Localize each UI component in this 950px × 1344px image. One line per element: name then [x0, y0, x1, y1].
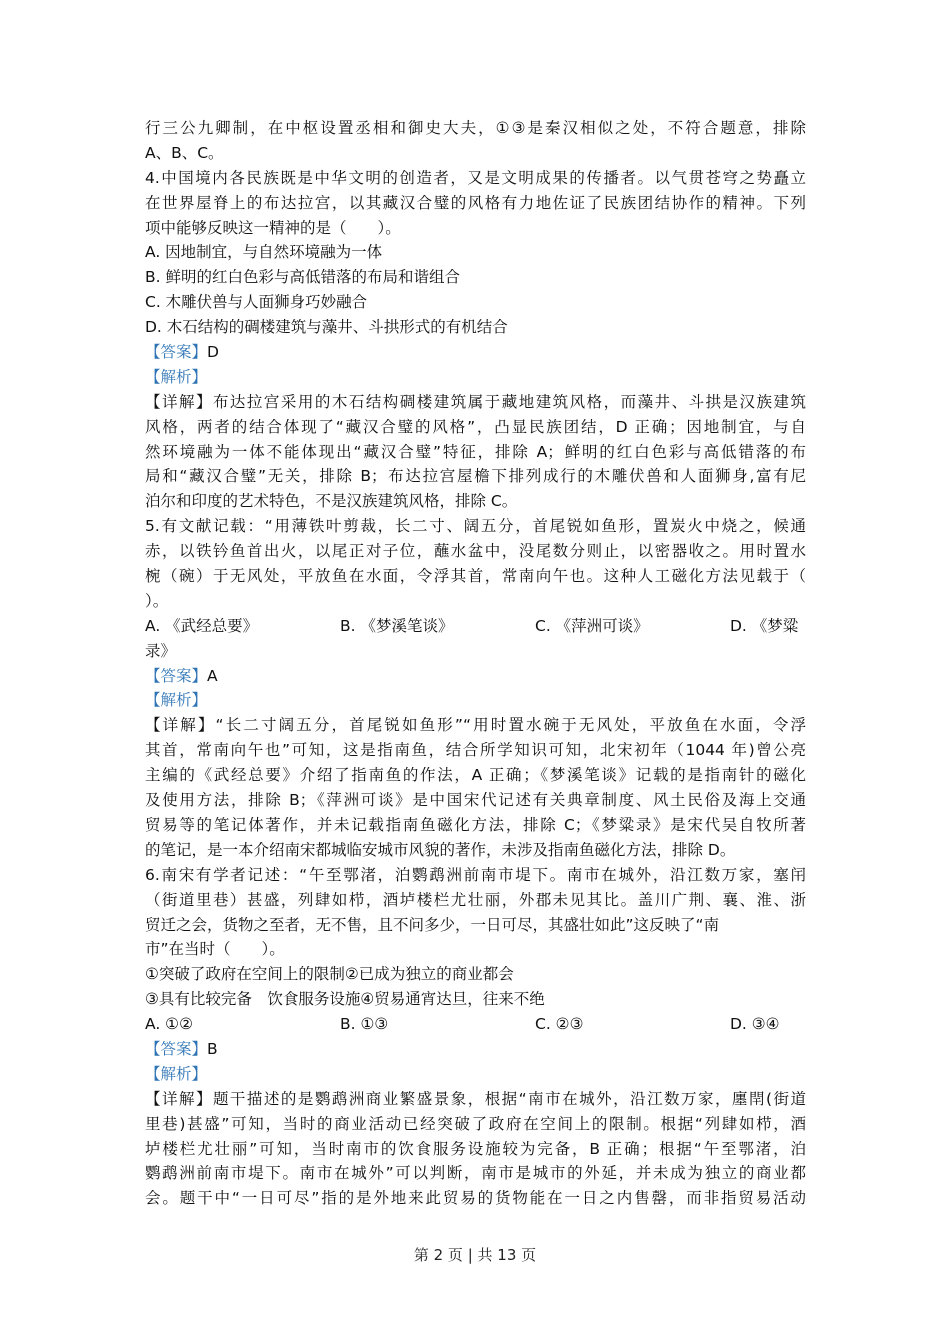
text-line: （街道里巷）甚盛，列肆如栉，酒垆楼栏尤壮丽，外郡未见其比。盖川广荆、襄、淮、浙 — [145, 890, 806, 909]
text-line: 风格，两者的结合体现了“藏汉合璧的风格”，凸显民族团结，D 正确；因地制宜，与自 — [145, 417, 806, 436]
answer-line — [145, 340, 806, 365]
text-line: 录》 — [145, 641, 177, 660]
section-label: 【解析】 — [145, 691, 208, 710]
section-label: 【答案】 — [145, 1039, 208, 1058]
text-line: 5.有文献记载：“用薄铁叶剪裁，长二寸、阔五分，首尾锐如鱼形，置炭火中烧之，候通 — [145, 517, 806, 536]
document-body — [145, 116, 806, 1211]
option: B. ①③ — [340, 1015, 389, 1034]
option: C. 《萍洲可谈》 — [535, 616, 649, 635]
text-line: 贸易等的笔记体著作，并未记载指南鱼磁化方法，排除 C；《梦粱录》是宋代吴自牧所著 — [145, 815, 806, 834]
text-line: C. 木雕伏兽与人面狮身巧妙融合 — [145, 293, 368, 312]
text-line: 项中能够反映这一精神的是（ ）。 — [145, 218, 401, 237]
option: C. ②③ — [535, 1015, 584, 1034]
text-line: 泊尔和印度的艺术特色，不是汉族建筑风格，排除 C。 — [145, 492, 518, 511]
text-line: D. 木石结构的碉楼建筑与藻井、斗拱形式的有机结合 — [145, 318, 508, 337]
text-line: A、B、C。 — [145, 143, 224, 162]
text-line: 的笔记，是一本介绍南宋都城临安城市风貌的著作，未涉及指南鱼磁化方法，排除 D。 — [145, 840, 736, 859]
text-line: 局和“藏汉合璧”无关，排除 B；布达拉宫屋檐下排列成行的木雕伏兽和人面狮身,富有尼 — [145, 467, 806, 486]
text-line: 椀（碗）于无风处，平放鱼在水面，令浮其首，常南向午也。这种人工磁化方法见载于（ — [145, 567, 806, 586]
analysis-heading — [145, 1062, 806, 1087]
page-footer: 第 2 页 | 共 13 页 — [413, 1246, 537, 1264]
text-line: 4.中国境内各民族既是中华文明的创造者，又是文明成果的传播者。以气贯苍穹之势矗立 — [145, 168, 806, 187]
text-line: 及使用方法，排除 B；《萍洲可谈》是中国宋代记述有关典章制度、风土民俗及海上交通 — [145, 791, 806, 810]
text-line: 【详解】布达拉宫采用的木石结构碉楼建筑属于藏地建筑风格，而藻井、斗拱是汉族建筑 — [145, 392, 806, 411]
analysis-heading — [145, 688, 806, 713]
text-line: ③具有比较完备 饮食服务设施④贸易通宵达旦，往来不绝 — [145, 990, 545, 1009]
answer-value: B — [207, 1039, 218, 1058]
options-row — [145, 1012, 806, 1037]
text-line: ）。 — [145, 591, 169, 610]
section-label: 【答案】 — [145, 343, 208, 362]
text-line: 然环境融为一体不能体现出“藏汉合璧”特征，排除 A；鲜明的红白色彩与高低错落的布 — [145, 442, 806, 461]
analysis-heading — [145, 365, 806, 390]
text-line: 垆楼栏尤壮丽”可知，当时南市的饮食服务设施较为完备，B 正确；根据“午至鄂渚，泊 — [145, 1139, 806, 1158]
text-line: B. 鲜明的红白色彩与高低错落的布局和谐组合 — [145, 268, 460, 287]
text-line: 6.南宋有学者记述：“午至鄂渚，泊鹦鹉洲前南市堤下。南市在城外，沿江数万家，塞闬 — [145, 865, 806, 884]
text-line: A. 因地制宜，与自然环境融为一体 — [145, 243, 383, 262]
text-line: 市”在当时（ ）。 — [145, 940, 285, 959]
text-line: 里巷)甚盛”可知，当时的商业活动已经突破了政府在空间上的限制。根据“列肆如栉，酒 — [145, 1114, 806, 1133]
answer-value: A — [207, 666, 218, 685]
text-line: 【详解】题干描述的是鹦鹉洲商业繁盛景象，根据“南市在城外，沿江数万家，廛閈(街道 — [145, 1089, 806, 1108]
text-line: 其首，常南向午也”可知，这是指南鱼，结合所学知识可知，北宋初年（1044 年)曾公亮 — [145, 741, 806, 760]
option: A. ①② — [145, 1015, 193, 1034]
answer-value: D — [207, 343, 219, 362]
option: A. 《武经总要》 — [145, 616, 259, 635]
option: B. 《梦溪笔谈》 — [340, 616, 454, 635]
text-line: 行三公九卿制，在中枢设置丞相和御史大夫，①③是秦汉相似之处，不符合题意，排除 — [145, 119, 806, 137]
text-line: 贸迁之会，货物之至者，无不售，且不问多少，一日可尽，其盛壮如此”这反映了“南 — [145, 915, 720, 934]
text-line: ①突破了政府在空间上的限制②已成为独立的商业都会 — [145, 965, 514, 984]
text-line: 【详解】“长二寸阔五分，首尾锐如鱼形”“用时置水碗于无风处，平放鱼在水面，令浮 — [145, 716, 806, 735]
text-line: 主编的《武经总要》介绍了指南鱼的作法，A 正确；《梦溪笔谈》记载的是指南针的磁化 — [145, 766, 806, 785]
answer-line — [145, 1037, 806, 1062]
option: D. ③④ — [730, 1015, 780, 1034]
answer-line — [145, 664, 806, 689]
text-line: 在世界屋脊上的布达拉宫，以其藏汉合璧的风格有力地佐证了民族团结协作的精神。下列 — [145, 193, 806, 212]
section-label: 【答案】 — [145, 666, 208, 685]
section-label: 【解析】 — [145, 1064, 208, 1083]
options-row — [145, 614, 806, 639]
text-line: 会。题干中“一日可尽”指的是外地来此贸易的货物能在一日之内售罄，而非指贸易活动 — [145, 1189, 806, 1208]
text-line: 赤，以铁钤鱼首出火，以尾正对子位，蘸水盆中，没尾数分则止，以密器收之。用时置水 — [145, 542, 806, 561]
text-line: 鹦鹉洲前南市堤下。南市在城外”可以判断，南市是城市的外延，并未成为独立的商业都 — [145, 1164, 806, 1183]
section-label: 【解析】 — [145, 367, 208, 386]
option: D. 《梦粱 — [730, 616, 799, 635]
